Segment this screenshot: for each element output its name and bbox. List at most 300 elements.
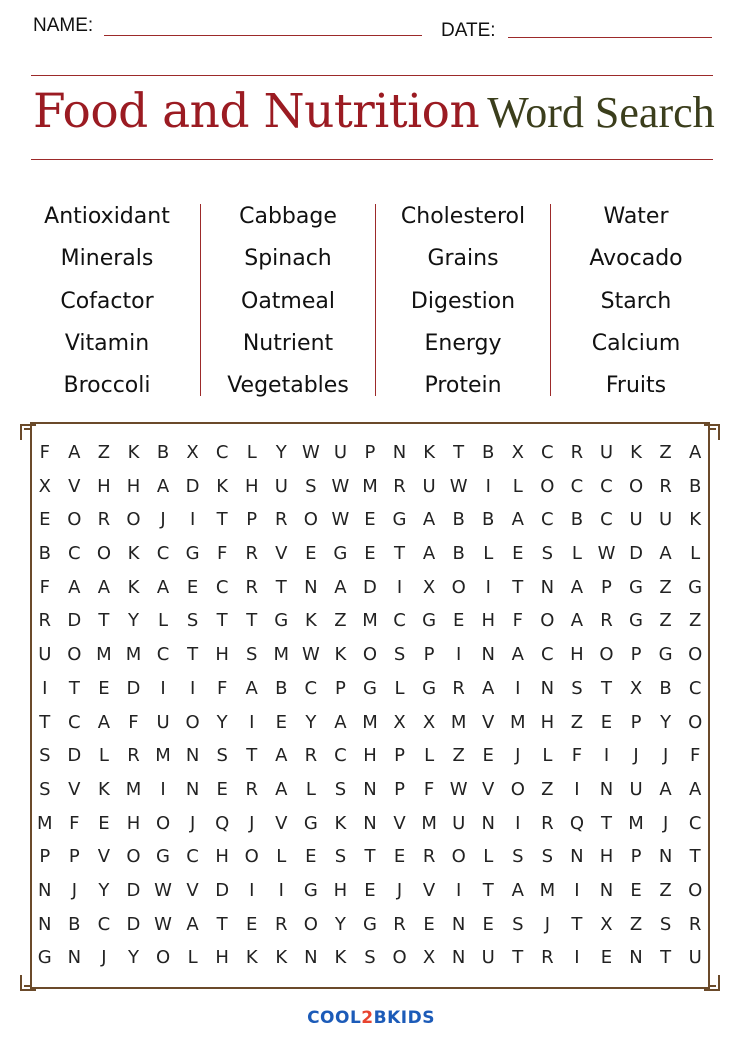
grid-letter[interactable]: B xyxy=(68,913,81,935)
grid-letter[interactable]: K xyxy=(245,947,258,969)
grid-letter[interactable]: R xyxy=(393,475,406,497)
grid-letter[interactable]: O xyxy=(303,509,318,531)
grid-letter[interactable]: L xyxy=(305,778,316,800)
grid-letter[interactable]: U xyxy=(333,442,347,463)
grid-letter[interactable]: U xyxy=(38,644,52,666)
grid-letter[interactable]: E xyxy=(393,846,406,868)
grid-letter[interactable]: C xyxy=(541,644,554,666)
grid-letter[interactable]: C xyxy=(688,812,702,834)
grid-letter[interactable]: L xyxy=(542,745,553,767)
grid-letter[interactable]: C xyxy=(570,475,584,497)
grid-letter[interactable]: I xyxy=(160,778,166,800)
grid-letter[interactable]: O xyxy=(362,644,378,666)
grid-letter[interactable]: W xyxy=(154,913,172,935)
grid-letter[interactable]: A xyxy=(97,576,111,598)
grid-letter[interactable]: F xyxy=(216,543,228,565)
grid-letter[interactable]: I xyxy=(456,879,462,901)
grid-letter[interactable]: H xyxy=(599,846,614,868)
grid-letter[interactable]: S xyxy=(571,677,583,699)
grid-letter[interactable]: S xyxy=(659,913,672,935)
grid-letter[interactable]: Y xyxy=(98,879,110,901)
grid-letter[interactable]: R xyxy=(452,677,465,699)
grid-letter[interactable]: P xyxy=(246,509,258,531)
grid-letter[interactable]: I xyxy=(515,677,521,699)
grid-letter[interactable]: T xyxy=(512,947,524,969)
grid-letter[interactable]: A xyxy=(422,509,436,531)
grid-letter[interactable]: M xyxy=(155,745,171,767)
grid-letter[interactable]: H xyxy=(126,475,141,497)
grid-letter[interactable]: O xyxy=(628,475,644,497)
grid-letter[interactable]: M xyxy=(273,644,290,666)
grid-letter[interactable]: E xyxy=(186,576,199,598)
grid-letter[interactable]: L xyxy=(98,745,109,767)
grid-letter[interactable]: D xyxy=(126,879,141,901)
grid-letter[interactable]: S xyxy=(216,745,228,767)
grid-letter[interactable]: U xyxy=(274,475,288,497)
grid-letter[interactable]: O xyxy=(126,846,141,868)
grid-letter[interactable]: O xyxy=(244,846,259,868)
grid-letter[interactable]: I xyxy=(396,576,403,598)
grid-letter[interactable]: D xyxy=(363,576,377,598)
grid-letter[interactable]: S xyxy=(541,846,554,868)
grid-letter[interactable]: E xyxy=(305,543,317,565)
grid-letter[interactable]: H xyxy=(363,745,377,767)
grid-letter[interactable]: O xyxy=(185,711,200,733)
grid-letter[interactable]: P xyxy=(423,644,435,666)
grid-letter[interactable]: W xyxy=(331,509,350,531)
grid-letter[interactable]: J xyxy=(249,812,255,834)
grid-letter[interactable]: Z xyxy=(659,879,672,901)
grid-letter[interactable]: T xyxy=(571,913,583,935)
grid-letter[interactable]: I xyxy=(249,711,255,733)
grid-letter[interactable]: O xyxy=(303,913,318,935)
grid-letter[interactable]: A xyxy=(334,711,347,733)
grid-letter[interactable]: A xyxy=(156,475,170,497)
grid-letter[interactable]: V xyxy=(68,778,81,800)
grid-letter[interactable]: K xyxy=(423,442,435,463)
grid-letter[interactable]: A xyxy=(156,576,170,598)
grid-letter[interactable]: K xyxy=(216,475,229,497)
grid-letter[interactable]: K xyxy=(127,543,140,565)
grid-letter[interactable]: L xyxy=(158,610,169,632)
grid-letter[interactable]: G xyxy=(362,677,377,699)
grid-letter[interactable]: O xyxy=(451,846,466,868)
grid-letter[interactable]: V xyxy=(393,812,406,834)
grid-letter[interactable]: Q xyxy=(215,812,230,834)
grid-letter[interactable]: S xyxy=(246,644,258,666)
grid-letter[interactable]: T xyxy=(600,677,612,699)
name-line[interactable] xyxy=(104,35,422,36)
grid-letter[interactable]: C xyxy=(215,442,229,463)
grid-letter[interactable]: K xyxy=(275,947,288,969)
grid-letter[interactable]: D xyxy=(67,610,82,632)
grid-letter[interactable]: N xyxy=(570,846,584,868)
grid-letter[interactable]: C xyxy=(688,677,702,699)
grid-letter[interactable]: J xyxy=(662,812,669,834)
grid-letter[interactable]: J xyxy=(544,913,550,935)
grid-letter[interactable]: H xyxy=(540,711,555,733)
grid-letter[interactable]: S xyxy=(39,745,51,767)
grid-letter[interactable]: S xyxy=(364,947,376,969)
grid-letter[interactable]: X xyxy=(422,576,436,598)
grid-letter[interactable]: B xyxy=(570,509,584,531)
grid-letter[interactable]: R xyxy=(127,745,140,767)
grid-letter[interactable]: C xyxy=(600,475,613,497)
grid-letter[interactable]: D xyxy=(126,677,141,699)
grid-letter[interactable]: B xyxy=(452,543,465,565)
grid-letter[interactable]: L xyxy=(394,677,405,699)
grid-letter[interactable]: F xyxy=(128,711,139,733)
grid-letter[interactable]: O xyxy=(155,812,171,834)
grid-letter[interactable]: W xyxy=(597,543,616,565)
grid-letter[interactable]: V xyxy=(186,879,199,901)
grid-letter[interactable]: R xyxy=(275,509,288,531)
grid-letter[interactable]: N xyxy=(481,812,495,834)
grid-letter[interactable]: R xyxy=(422,846,436,868)
grid-letter[interactable]: K xyxy=(689,509,702,531)
grid-letter[interactable]: N xyxy=(304,947,318,969)
grid-letter[interactable]: H xyxy=(244,475,259,497)
grid-letter[interactable]: E xyxy=(98,677,110,699)
grid-letter[interactable]: C xyxy=(334,745,347,767)
grid-letter[interactable]: X xyxy=(393,711,406,733)
grid-letter[interactable]: G xyxy=(37,947,52,969)
grid-letter[interactable]: I xyxy=(278,879,284,901)
grid-letter[interactable]: G xyxy=(362,913,377,935)
grid-letter[interactable]: E xyxy=(364,543,376,565)
grid-letter[interactable]: A xyxy=(511,879,524,901)
grid-letter[interactable]: J xyxy=(160,509,166,531)
grid-letter[interactable]: V xyxy=(97,846,111,868)
grid-letter[interactable]: M xyxy=(539,879,556,901)
grid-letter[interactable]: B xyxy=(452,509,465,531)
grid-letter[interactable]: R xyxy=(97,509,111,531)
grid-letter[interactable]: I xyxy=(160,677,166,699)
grid-letter[interactable]: O xyxy=(510,778,525,800)
grid-letter[interactable]: F xyxy=(512,610,523,632)
grid-letter[interactable]: Z xyxy=(688,610,702,632)
grid-letter[interactable]: D xyxy=(215,879,230,901)
grid-letter[interactable]: F xyxy=(69,812,80,834)
grid-letter[interactable]: T xyxy=(394,543,406,565)
grid-letter[interactable]: A xyxy=(334,576,347,598)
grid-letter[interactable]: G xyxy=(274,610,289,632)
grid-letter[interactable]: J xyxy=(71,879,77,901)
grid-letter[interactable]: K xyxy=(127,576,140,598)
grid-letter[interactable]: J xyxy=(101,947,107,969)
grid-letter[interactable]: A xyxy=(186,913,199,935)
grid-letter[interactable]: E xyxy=(423,913,435,935)
grid-letter[interactable]: E xyxy=(216,778,228,800)
grid-letter[interactable]: N xyxy=(304,576,318,598)
grid-letter[interactable]: O xyxy=(688,644,703,666)
grid-letter[interactable]: Z xyxy=(97,442,111,463)
grid-letter[interactable]: Y xyxy=(127,947,139,969)
grid-letter[interactable]: U xyxy=(688,947,702,969)
grid-letter[interactable]: I xyxy=(574,947,580,969)
grid-letter[interactable]: D xyxy=(126,913,141,935)
grid-letter[interactable]: A xyxy=(659,543,672,565)
grid-letter[interactable]: L xyxy=(571,543,582,565)
grid-letter[interactable]: E xyxy=(98,812,110,834)
grid-letter[interactable]: P xyxy=(394,778,405,800)
grid-letter[interactable]: A xyxy=(68,576,81,598)
grid-letter[interactable]: C xyxy=(541,442,554,463)
grid-letter[interactable]: W xyxy=(154,879,172,901)
grid-letter[interactable]: T xyxy=(39,711,51,733)
grid-letter[interactable]: L xyxy=(512,475,523,497)
grid-letter[interactable]: T xyxy=(246,745,258,767)
grid-letter[interactable]: R xyxy=(570,442,584,463)
grid-letter[interactable]: H xyxy=(215,644,229,666)
grid-letter[interactable]: L xyxy=(276,846,287,868)
grid-letter[interactable]: E xyxy=(39,509,51,531)
grid-letter[interactable]: P xyxy=(394,745,405,767)
grid-letter[interactable]: I xyxy=(574,879,580,901)
grid-letter[interactable]: B xyxy=(156,442,170,463)
grid-letter[interactable]: E xyxy=(305,846,317,868)
grid-letter[interactable]: J xyxy=(662,745,669,767)
grid-letter[interactable]: Y xyxy=(305,711,317,733)
grid-letter[interactable]: N xyxy=(38,913,52,935)
grid-letter[interactable]: P xyxy=(68,846,80,868)
grid-letter[interactable]: N xyxy=(392,442,407,463)
grid-letter[interactable]: N xyxy=(363,812,377,834)
grid-letter[interactable]: E xyxy=(275,711,287,733)
grid-letter[interactable]: U xyxy=(481,947,495,969)
grid-letter[interactable]: A xyxy=(688,778,702,800)
grid-letter[interactable]: M xyxy=(421,812,437,834)
grid-letter[interactable]: D xyxy=(67,745,82,767)
grid-letter[interactable]: G xyxy=(688,576,703,598)
grid-letter[interactable]: C xyxy=(156,543,170,565)
grid-letter[interactable]: T xyxy=(216,509,228,531)
grid-letter[interactable]: N xyxy=(599,879,614,901)
grid-letter[interactable]: U xyxy=(659,509,673,531)
grid-letter[interactable]: H xyxy=(481,610,495,632)
grid-letter[interactable]: R xyxy=(688,913,702,935)
grid-letter[interactable]: L xyxy=(483,846,494,868)
grid-letter[interactable]: Z xyxy=(659,610,672,632)
grid-letter[interactable]: I xyxy=(456,644,462,666)
grid-letter[interactable]: F xyxy=(571,745,583,767)
grid-letter[interactable]: V xyxy=(68,475,81,497)
grid-letter[interactable]: M xyxy=(362,475,378,497)
grid-letter[interactable]: Z xyxy=(334,610,347,632)
grid-letter[interactable]: A xyxy=(97,711,111,733)
grid-letter[interactable]: N xyxy=(363,778,377,800)
grid-letter[interactable]: N xyxy=(540,677,555,699)
grid-letter[interactable]: E xyxy=(600,711,613,733)
grid-letter[interactable]: S xyxy=(512,846,524,868)
grid-letter[interactable]: U xyxy=(156,711,170,733)
grid-letter[interactable]: U xyxy=(422,475,436,497)
grid-letter[interactable]: N xyxy=(185,778,200,800)
grid-letter[interactable]: F xyxy=(39,576,50,598)
grid-letter[interactable]: T xyxy=(512,576,524,598)
grid-letter[interactable]: P xyxy=(630,846,642,868)
grid-letter[interactable]: I xyxy=(485,576,491,598)
grid-letter[interactable]: M xyxy=(125,778,142,800)
grid-letter[interactable]: E xyxy=(246,913,258,935)
grid-letter[interactable]: B xyxy=(482,442,495,463)
grid-letter[interactable]: J xyxy=(515,745,521,767)
grid-letter[interactable]: F xyxy=(423,778,435,800)
grid-letter[interactable]: O xyxy=(155,947,171,969)
grid-letter[interactable]: H xyxy=(215,947,229,969)
grid-letter[interactable]: R xyxy=(38,610,52,632)
grid-letter[interactable]: O xyxy=(540,610,555,632)
grid-letter[interactable]: R xyxy=(659,475,672,497)
grid-letter[interactable]: A xyxy=(511,509,524,531)
grid-letter[interactable]: W xyxy=(301,442,320,463)
grid-letter[interactable]: O xyxy=(688,711,703,733)
grid-letter[interactable]: R xyxy=(393,913,406,935)
grid-letter[interactable]: E xyxy=(364,879,376,901)
grid-letter[interactable]: I xyxy=(603,745,610,767)
grid-letter[interactable]: Y xyxy=(334,913,346,935)
grid-letter[interactable]: M xyxy=(125,644,142,666)
grid-letter[interactable]: C xyxy=(393,610,406,632)
grid-letter[interactable]: E xyxy=(630,879,642,901)
grid-letter[interactable]: R xyxy=(245,576,258,598)
grid-letter[interactable]: X xyxy=(38,475,51,497)
grid-letter[interactable]: J xyxy=(396,879,403,901)
grid-letter[interactable]: P xyxy=(334,677,346,699)
grid-letter[interactable]: T xyxy=(482,879,494,901)
grid-letter[interactable]: G xyxy=(658,644,673,666)
grid-letter[interactable]: H xyxy=(97,475,111,497)
grid-letter[interactable]: N xyxy=(658,846,673,868)
grid-letter[interactable]: O xyxy=(540,475,555,497)
grid-letter[interactable]: V xyxy=(275,543,288,565)
grid-letter[interactable]: W xyxy=(331,475,350,497)
grid-letter[interactable]: K xyxy=(334,812,347,834)
grid-letter[interactable]: T xyxy=(98,610,110,632)
grid-letter[interactable]: L xyxy=(187,947,198,969)
grid-letter[interactable]: W xyxy=(301,644,320,666)
grid-letter[interactable]: R xyxy=(275,913,288,935)
grid-letter[interactable]: S xyxy=(541,543,554,565)
grid-letter[interactable]: P xyxy=(630,644,642,666)
grid-letter[interactable]: Y xyxy=(275,442,287,463)
grid-letter[interactable]: K xyxy=(127,442,140,463)
grid-letter[interactable]: B xyxy=(275,677,288,699)
grid-letter[interactable]: Y xyxy=(127,610,139,632)
grid-letter[interactable]: B xyxy=(482,509,495,531)
grid-letter[interactable]: C xyxy=(215,576,229,598)
grid-letter[interactable]: Z xyxy=(629,913,643,935)
grid-letter[interactable]: W xyxy=(449,778,468,800)
grid-letter[interactable]: J xyxy=(633,745,639,767)
grid-letter[interactable]: Y xyxy=(216,711,228,733)
grid-letter[interactable]: I xyxy=(189,677,196,699)
grid-letter[interactable]: R xyxy=(245,543,258,565)
grid-letter[interactable]: Z xyxy=(541,778,554,800)
grid-letter[interactable]: A xyxy=(570,576,584,598)
grid-letter[interactable]: E xyxy=(364,509,376,531)
grid-letter[interactable]: A xyxy=(275,745,288,767)
grid-letter[interactable]: R xyxy=(541,812,554,834)
grid-letter[interactable]: M xyxy=(450,711,467,733)
grid-letter[interactable]: R xyxy=(600,610,613,632)
grid-letter[interactable]: T xyxy=(689,846,701,868)
grid-letter[interactable]: M xyxy=(37,812,53,834)
date-line[interactable] xyxy=(508,37,712,38)
grid-letter[interactable]: K xyxy=(304,610,317,632)
grid-letter[interactable]: S xyxy=(393,644,406,666)
grid-letter[interactable]: X xyxy=(511,442,524,463)
grid-letter[interactable]: I xyxy=(249,879,255,901)
grid-letter[interactable]: C xyxy=(600,509,613,531)
grid-letter[interactable]: L xyxy=(690,543,701,565)
grid-letter[interactable]: O xyxy=(451,576,466,598)
grid-letter[interactable]: K xyxy=(334,644,347,666)
grid-letter[interactable]: C xyxy=(68,711,81,733)
grid-letter[interactable]: R xyxy=(541,947,554,969)
grid-letter[interactable]: G xyxy=(422,677,437,699)
grid-letter[interactable]: N xyxy=(451,947,466,969)
grid-letter[interactable]: C xyxy=(304,677,318,699)
grid-letter[interactable]: M xyxy=(628,812,644,834)
grid-letter[interactable]: T xyxy=(216,610,228,632)
grid-letter[interactable]: G xyxy=(422,610,437,632)
grid-letter[interactable]: Z xyxy=(570,711,584,733)
grid-letter[interactable]: A xyxy=(688,442,702,463)
grid-letter[interactable]: T xyxy=(246,610,258,632)
grid-letter[interactable]: E xyxy=(452,610,465,632)
grid-letter[interactable]: O xyxy=(599,644,614,666)
grid-letter[interactable]: F xyxy=(689,745,701,767)
grid-letter[interactable]: G xyxy=(156,846,170,868)
grid-letter[interactable]: S xyxy=(39,778,51,800)
grid-letter[interactable]: C xyxy=(156,644,170,666)
grid-letter[interactable]: F xyxy=(216,677,228,699)
grid-letter[interactable]: G xyxy=(185,543,200,565)
grid-letter[interactable]: G xyxy=(392,509,407,531)
grid-letter[interactable]: T xyxy=(453,442,465,463)
grid-letter[interactable]: T xyxy=(187,644,199,666)
grid-letter[interactable]: P xyxy=(364,442,376,463)
grid-letter[interactable]: I xyxy=(574,778,580,800)
grid-letter[interactable]: T xyxy=(600,812,612,834)
grid-letter[interactable]: N xyxy=(629,947,643,969)
grid-letter[interactable]: M xyxy=(362,610,378,632)
grid-letter[interactable]: S xyxy=(186,610,199,632)
grid-letter[interactable]: A xyxy=(275,778,288,800)
grid-letter[interactable]: W xyxy=(449,475,468,497)
grid-letter[interactable]: N xyxy=(599,778,614,800)
grid-letter[interactable]: N xyxy=(451,913,466,935)
grid-letter[interactable]: L xyxy=(246,442,257,463)
grid-letter[interactable]: P xyxy=(39,846,51,868)
grid-letter[interactable]: G xyxy=(333,543,348,565)
grid-letter[interactable]: Y xyxy=(660,711,672,733)
grid-letter[interactable]: A xyxy=(245,677,258,699)
grid-letter[interactable]: E xyxy=(482,913,494,935)
grid-letter[interactable]: V xyxy=(482,711,495,733)
grid-letter[interactable]: C xyxy=(541,509,554,531)
grid-letter[interactable]: X xyxy=(422,711,436,733)
grid-letter[interactable]: B xyxy=(38,543,51,565)
grid-letter[interactable]: E xyxy=(600,947,613,969)
grid-letter[interactable]: D xyxy=(185,475,200,497)
grid-letter[interactable]: G xyxy=(629,576,643,598)
grid-letter[interactable]: J xyxy=(189,812,196,834)
grid-letter[interactable]: A xyxy=(659,778,672,800)
grid-letter[interactable]: L xyxy=(424,745,435,767)
grid-letter[interactable]: X xyxy=(600,913,613,935)
